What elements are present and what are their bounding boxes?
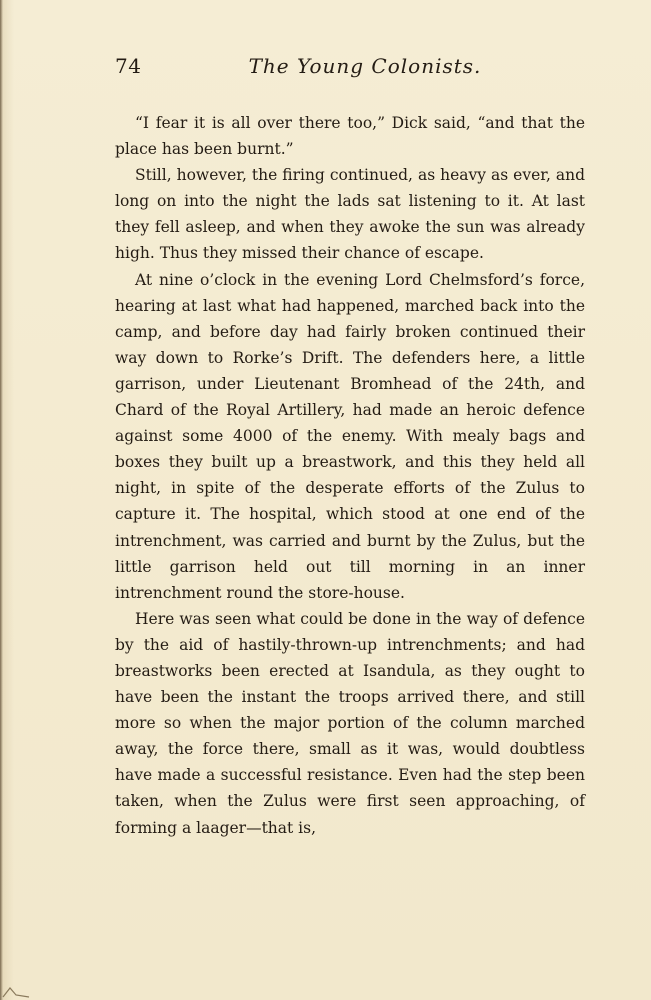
paragraph: “I fear it is all over there too,” Dick said, “and that the place has been burnt.” [115,114,585,159]
paragraph: Here was seen what could be done in the way of defence by the aid of hastily-thrown-up intrenchments; and had breastworks been erected at Isandula, as they ought to have been the instant the troops arrived there, and still more so when the major portion of the column marched away, the force there, small as it was, would doubtless have made a successful resistance. Even had the step been taken, when the Zulus were first seen approaching, of forming a laager—that is, [115,609,585,837]
page-header [115,54,585,88]
body-text [115,110,585,841]
paragraph: At nine o’clock in the evening Lord Chelmsford’s force, hearing at last what had happened, marched back into the camp, and before day had fairly broken continued their way down to Rorke’s Drift. The defenders here, a little garrison, under Lieutenant Bromhead of the 24th, and Chard of the Royal Artillery, had made an heroic defence against some 4000 of the enemy. With mealy bags and boxes they built up a breastwork, and this they held all night, in spite of the desperate efforts of the Zulus to capture it. The hospital, which stood at one end of the intrenchment, was carried and burnt by the Zulus, but the little garrison held out till morning in an inner intrenchment round the store-house. [115,270,585,602]
page-corner-mark [2,986,30,998]
page-spine-shadow [0,0,3,1000]
running-title: The Young Colonists. [248,54,482,78]
paragraph: Still, however, the firing continued, as heavy as ever, and long on into the night the lads sat listening to it. At last they fell asleep, and when they awoke the sun was already high. Thus they missed their chance of escape. [115,166,585,263]
page-number: 74 [115,54,142,78]
